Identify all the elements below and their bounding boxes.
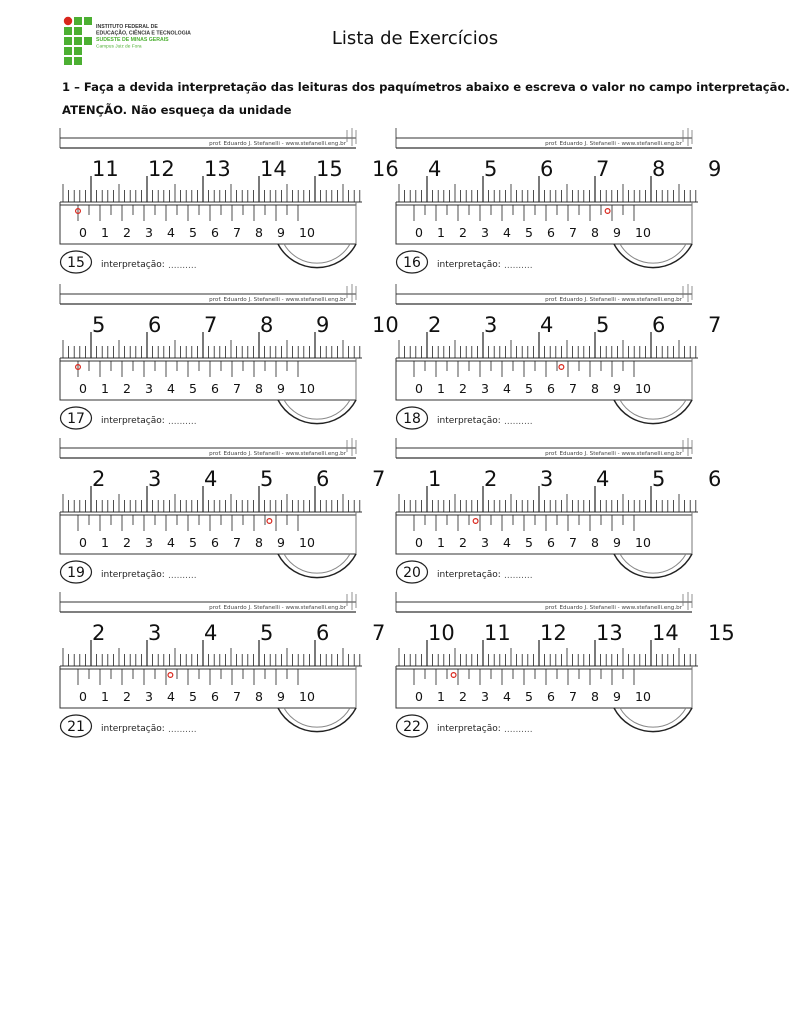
main-scale-label: 3 (148, 467, 162, 491)
main-scale-label: 6 (652, 313, 666, 337)
answer-label: interpretação: (437, 570, 501, 580)
caliper-exercise (392, 436, 722, 584)
vernier-scale-label: 8 (591, 689, 599, 704)
vernier-scale-label: 6 (211, 535, 219, 550)
caliper-credit: prof. Eduardo J. Stefanelli - www.stefanelli.eng.br (209, 451, 346, 457)
main-scale-label: 15 (708, 621, 735, 645)
caliper-exercise (392, 282, 722, 430)
main-scale-label: 8 (652, 157, 666, 181)
vernier-scale-label: 3 (481, 225, 489, 240)
main-scale-label: 10 (372, 313, 399, 337)
main-scale-label: 5 (484, 157, 498, 181)
vernier-scale-label: 0 (79, 225, 87, 240)
main-scale-label: 5 (92, 313, 106, 337)
main-scale-label: 3 (540, 467, 554, 491)
vernier-scale-label: 1 (437, 381, 445, 396)
exercise-number: 20 (403, 565, 421, 581)
main-scale-label: 5 (596, 313, 610, 337)
answer-field[interactable]: .......... (504, 725, 533, 735)
exercise-number: 17 (67, 411, 85, 427)
caliper-exercise (56, 590, 386, 738)
logo-line-3: SUDESTE DE MINAS GERAIS (96, 37, 169, 43)
main-scale-label: 7 (372, 467, 386, 491)
vernier-scale-label: 1 (437, 689, 445, 704)
vernier-scale-label: 2 (459, 225, 467, 240)
main-scale-label: 13 (204, 157, 231, 181)
vernier-scale-label: 4 (167, 535, 175, 550)
vernier-scale-label: 6 (211, 225, 219, 240)
logo-line-2: EDUCAÇÃO, CIÊNCIA E TECNOLOGIA (96, 30, 191, 37)
main-scale-label: 12 (148, 157, 175, 181)
vernier-scale-label: 6 (547, 225, 555, 240)
main-scale-label: 4 (204, 621, 218, 645)
vernier-scale-label: 7 (233, 381, 241, 396)
vernier-scale-label: 0 (79, 381, 87, 396)
vernier-scale-label: 6 (547, 535, 555, 550)
vernier-scale-label: 4 (503, 381, 511, 396)
vernier-scale-label: 8 (255, 225, 263, 240)
answer-field[interactable]: .......... (168, 725, 197, 735)
main-scale-label: 9 (708, 157, 722, 181)
vernier-scale-label: 2 (123, 535, 131, 550)
vernier-scale-label: 8 (591, 381, 599, 396)
vernier-scale-label: 5 (525, 689, 533, 704)
coincidence-marker (168, 673, 173, 678)
vernier-scale-label: 6 (211, 689, 219, 704)
vernier-scale-label: 2 (123, 225, 131, 240)
vernier-scale-label: 9 (277, 535, 285, 550)
main-scale-label: 4 (540, 313, 554, 337)
caliper-credit: prof. Eduardo J. Stefanelli - www.stefanelli.eng.br (545, 297, 682, 303)
vernier-scale-label: 7 (569, 381, 577, 396)
caliper-credit: prof. Eduardo J. Stefanelli - www.stefanelli.eng.br (209, 141, 346, 147)
main-scale-label: 3 (484, 313, 498, 337)
vernier-scale-label: 6 (547, 689, 555, 704)
vernier-scale-label: 6 (547, 381, 555, 396)
vernier-scale-label: 0 (415, 225, 423, 240)
vernier-scale-label: 9 (613, 535, 621, 550)
vernier-scale-label: 5 (189, 535, 197, 550)
answer-field[interactable]: .......... (504, 417, 533, 427)
vernier-scale-label: 3 (145, 535, 153, 550)
vernier-scale-label: 10 (299, 535, 315, 550)
main-scale-label: 8 (260, 313, 274, 337)
institute-logo (62, 16, 192, 66)
vernier-scale-label: 10 (299, 689, 315, 704)
caliper-exercise (56, 126, 399, 274)
exercise-number: 21 (67, 719, 85, 735)
vernier-scale-label: 0 (415, 381, 423, 396)
vernier-scale-label: 2 (459, 381, 467, 396)
vernier-scale-label: 3 (145, 381, 153, 396)
vernier-scale-label: 10 (635, 381, 651, 396)
main-scale-label: 11 (92, 157, 119, 181)
logo-red-dot (64, 17, 72, 25)
vernier-scale-label: 4 (167, 225, 175, 240)
vernier-scale-label: 7 (569, 535, 577, 550)
vernier-scale-label: 9 (277, 381, 285, 396)
vernier-scale-label: 5 (189, 689, 197, 704)
exercise-number: 18 (403, 411, 421, 427)
vernier-scale-label: 8 (255, 535, 263, 550)
vernier-scale-label: 5 (525, 535, 533, 550)
main-scale-label: 2 (92, 621, 106, 645)
exercise-number: 15 (67, 255, 85, 271)
caliper-credit: prof. Eduardo J. Stefanelli - www.stefanelli.eng.br (209, 297, 346, 303)
vernier-scale-label: 10 (635, 225, 651, 240)
vernier-scale-label: 10 (299, 225, 315, 240)
exercise-number: 19 (67, 565, 85, 581)
vernier-scale-label: 9 (613, 689, 621, 704)
answer-label: interpretação: (437, 724, 501, 734)
coincidence-marker (605, 209, 610, 214)
vernier-scale-label: 0 (415, 689, 423, 704)
vernier-scale-label: 5 (525, 381, 533, 396)
caliper-credit: prof. Eduardo J. Stefanelli - www.stefanelli.eng.br (209, 605, 346, 611)
vernier-scale-label: 4 (503, 225, 511, 240)
vernier-scale-label: 4 (167, 689, 175, 704)
vernier-scale-label: 7 (569, 225, 577, 240)
vernier-scale-label: 1 (101, 381, 109, 396)
main-scale-label: 16 (372, 157, 399, 181)
vernier-scale-label: 8 (255, 689, 263, 704)
answer-field[interactable]: .......... (504, 261, 533, 271)
main-scale-label: 4 (596, 467, 610, 491)
caliper-credit: prof. Eduardo J. Stefanelli - www.stefanelli.eng.br (545, 141, 682, 147)
main-scale-label: 14 (652, 621, 679, 645)
main-scale-label: 2 (484, 467, 498, 491)
answer-field[interactable]: .......... (168, 417, 197, 427)
vernier-scale-label: 7 (233, 689, 241, 704)
vernier-scale-label: 2 (123, 689, 131, 704)
page-title: Lista de Exercícios (331, 28, 499, 49)
vernier-scale-label: 9 (613, 381, 621, 396)
vernier-scale-label: 1 (101, 535, 109, 550)
main-scale-label: 4 (428, 157, 442, 181)
vernier-scale-label: 7 (233, 225, 241, 240)
main-scale-label: 2 (92, 467, 106, 491)
unit-warning: ATENÇÃO. Não esqueça da unidade (62, 103, 292, 117)
vernier-scale-label: 5 (189, 381, 197, 396)
vernier-scale-label: 2 (459, 535, 467, 550)
vernier-scale-label: 1 (437, 535, 445, 550)
answer-field[interactable]: .......... (504, 571, 533, 581)
vernier-scale-label: 7 (569, 689, 577, 704)
caliper-exercise (56, 436, 386, 584)
vernier-scale-label: 7 (233, 535, 241, 550)
main-scale-label: 6 (316, 467, 330, 491)
vernier-scale-label: 3 (145, 689, 153, 704)
main-scale-label: 10 (428, 621, 455, 645)
main-scale-label: 6 (540, 157, 554, 181)
vernier-scale-label: 8 (255, 381, 263, 396)
vernier-scale-label: 9 (277, 689, 285, 704)
vernier-scale-label: 3 (145, 225, 153, 240)
coincidence-marker (559, 365, 564, 370)
main-scale-label: 4 (204, 467, 218, 491)
vernier-scale-label: 1 (101, 689, 109, 704)
main-scale-label: 11 (484, 621, 511, 645)
vernier-scale-label: 5 (525, 225, 533, 240)
vernier-scale-label: 0 (79, 689, 87, 704)
main-scale-label: 5 (260, 621, 274, 645)
coincidence-marker (451, 673, 456, 678)
main-scale-label: 12 (540, 621, 567, 645)
vernier-scale-label: 4 (503, 535, 511, 550)
vernier-scale-label: 3 (481, 381, 489, 396)
answer-label: interpretação: (101, 570, 165, 580)
main-scale-label: 3 (148, 621, 162, 645)
vernier-scale-label: 2 (459, 689, 467, 704)
main-scale-label: 6 (708, 467, 722, 491)
answer-label: interpretação: (101, 724, 165, 734)
vernier-scale-label: 4 (503, 689, 511, 704)
vernier-scale-label: 3 (481, 535, 489, 550)
main-scale-label: 1 (428, 467, 442, 491)
caliper-exercise (56, 282, 399, 430)
exercise-number: 16 (403, 255, 421, 271)
answer-field[interactable]: .......... (168, 571, 197, 581)
main-scale-label: 9 (316, 313, 330, 337)
caliper-credit: prof. Eduardo J. Stefanelli - www.stefanelli.eng.br (545, 605, 682, 611)
vernier-scale-label: 2 (123, 381, 131, 396)
main-scale-label: 2 (428, 313, 442, 337)
vernier-scale-label: 4 (167, 381, 175, 396)
main-scale-label: 5 (652, 467, 666, 491)
caliper-credit: prof. Eduardo J. Stefanelli - www.stefanelli.eng.br (545, 451, 682, 457)
vernier-scale-label: 9 (277, 225, 285, 240)
logo-line-4: Campus Juiz de Fora (96, 44, 142, 50)
caliper-exercise (392, 590, 735, 738)
main-scale-label: 6 (148, 313, 162, 337)
coincidence-marker (473, 519, 478, 524)
main-scale-label: 7 (372, 621, 386, 645)
answer-field[interactable]: .......... (168, 261, 197, 271)
caliper-exercise (392, 126, 722, 274)
logo-line-1: INSTITUTO FEDERAL DE (96, 24, 158, 30)
main-scale-label: 14 (260, 157, 287, 181)
exercise-number: 22 (403, 719, 421, 735)
vernier-scale-label: 0 (415, 535, 423, 550)
answer-label: interpretação: (101, 260, 165, 270)
vernier-scale-label: 9 (613, 225, 621, 240)
coincidence-marker (267, 519, 272, 524)
vernier-scale-label: 8 (591, 535, 599, 550)
vernier-scale-label: 8 (591, 225, 599, 240)
vernier-scale-label: 10 (635, 689, 651, 704)
vernier-scale-label: 10 (635, 535, 651, 550)
main-scale-label: 5 (260, 467, 274, 491)
vernier-scale-label: 10 (299, 381, 315, 396)
main-scale-label: 7 (596, 157, 610, 181)
main-scale-label: 6 (316, 621, 330, 645)
vernier-scale-label: 0 (79, 535, 87, 550)
vernier-scale-label: 1 (437, 225, 445, 240)
main-scale-label: 13 (596, 621, 623, 645)
answer-label: interpretação: (437, 416, 501, 426)
main-scale-label: 15 (316, 157, 343, 181)
vernier-scale-label: 5 (189, 225, 197, 240)
main-scale-label: 7 (708, 313, 722, 337)
answer-label: interpretação: (437, 260, 501, 270)
main-scale-label: 7 (204, 313, 218, 337)
vernier-scale-label: 6 (211, 381, 219, 396)
vernier-scale-label: 1 (101, 225, 109, 240)
answer-label: interpretação: (101, 416, 165, 426)
exercise-instruction: 1 – Faça a devida interpretação das leituras dos paquímetros abaixo e escreva o valor no campo interpretação. (62, 80, 790, 94)
vernier-scale-label: 3 (481, 689, 489, 704)
